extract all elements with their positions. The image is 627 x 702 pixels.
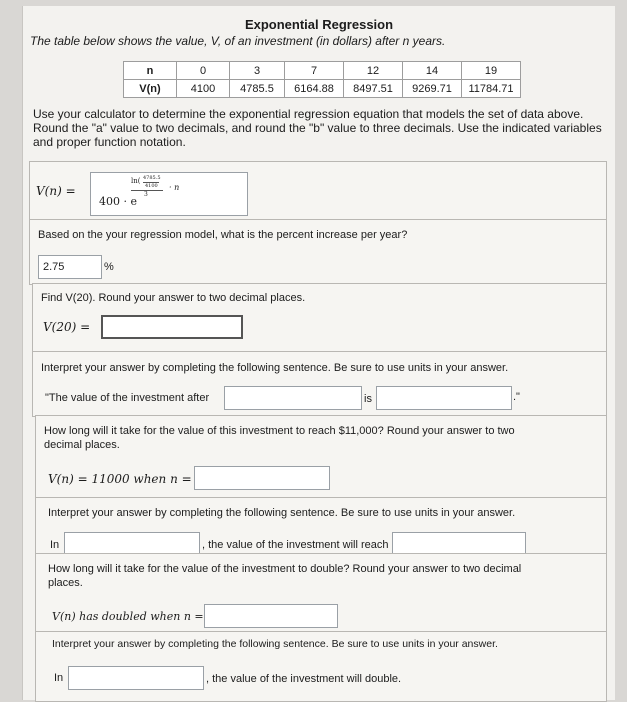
table-cell: 4785.5: [230, 80, 285, 98]
table-cell: 9269.71: [403, 80, 462, 98]
table-cell: 0: [177, 62, 230, 80]
equation-exp-den-inner: 4100: [145, 183, 158, 189]
equation-exp-den: 3: [144, 191, 148, 198]
double-lhs: V(n) has doubled when n =: [52, 610, 204, 623]
double-section: [35, 553, 607, 633]
reach-11000-input[interactable]: [194, 466, 330, 490]
equation-exp-var: · n: [169, 183, 180, 192]
percent-input[interactable]: [38, 255, 102, 279]
percent-section: [29, 219, 607, 285]
percent-prompt: Based on the your regression model, what is the percent increase per year?: [38, 229, 408, 241]
table-cell: 6164.88: [285, 80, 344, 98]
table-cell: 11784.71: [462, 80, 521, 98]
equation-answer-field[interactable]: [90, 172, 248, 216]
interpret-v20-prompt: Interpret your answer by completing the following sentence. Be sure to use units in your answer.: [41, 362, 509, 374]
interpret-v20-part2: is: [364, 393, 372, 405]
interpret-11000-prompt: Interpret your answer by completing the following sentence. Be sure to use units in your answer.: [48, 507, 516, 519]
v20-section: [32, 283, 607, 353]
double-input[interactable]: [204, 604, 338, 628]
interpret-v20-part3: .": [513, 391, 520, 403]
table-cell: 4100: [177, 80, 230, 98]
equation-exp-ln: ln(: [131, 177, 141, 185]
interpret-years-input[interactable]: [224, 386, 362, 410]
interpret-value-input[interactable]: [376, 386, 512, 410]
v20-prompt: Find V(20). Round your answer to two decimal places.: [41, 292, 306, 304]
v20-lhs: V(20) =: [43, 320, 91, 334]
equation-lhs: V(n) =: [36, 184, 76, 198]
row-label-v: V(n): [124, 80, 177, 98]
interpret-11000-part2: , the value of the investment will reach: [202, 539, 389, 551]
table-row: [124, 62, 521, 80]
double-prompt: How long will it take for the value of the investment to double? Round your answer to two decimal places.: [48, 563, 522, 589]
interpret-double-years-input[interactable]: [68, 666, 204, 690]
equation-exp-num: 4785.5: [143, 175, 161, 181]
interpret-double-part2: , the value of the investment will double.: [206, 673, 402, 685]
table-row: [124, 80, 521, 98]
table-cell: 3: [230, 62, 285, 80]
reach-11000-prompt: How long will it take for the value of this investment to reach $11,000? Round your answer to two decimal places.: [44, 425, 515, 451]
interpret-11000-part1: In: [50, 539, 60, 551]
reach-11000-lhs: V(n) = 11000 when n =: [48, 472, 192, 486]
instructions-text: Use your calculator to determine the exponential regression equation that models the set of data above. Round the "a" value to two decimals, and round the "b" value to three decimals. Use the indicated variables and proper function notation.: [33, 107, 602, 149]
equation-section: [29, 161, 607, 221]
interpret-double-section: [35, 631, 607, 702]
interpret-v20-part1: "The value of the investment after: [45, 392, 210, 404]
table-cell: 8497.51: [344, 80, 403, 98]
table-cell: 19: [462, 62, 521, 80]
reach-11000-section: [35, 415, 607, 499]
percent-value: 2.75: [43, 261, 65, 273]
v20-input[interactable]: [101, 315, 243, 339]
interpret-v20-section: [32, 351, 607, 417]
worksheet: [22, 6, 615, 700]
page-title: Exponential Regression: [244, 17, 394, 32]
interpret-11000-section: [35, 497, 607, 555]
equation-base: 400 · e: [99, 195, 137, 208]
data-table: [123, 61, 521, 98]
table-cell: 14: [403, 62, 462, 80]
row-label-n: n: [124, 62, 177, 80]
table-cell: 7: [285, 62, 344, 80]
percent-unit: %: [104, 261, 114, 273]
intro-text: The table below shows the value, V, of an investment (in dollars) after n years.: [30, 34, 446, 48]
table-cell: 12: [344, 62, 403, 80]
interpret-double-part1: In: [54, 672, 64, 684]
interpret-double-prompt: Interpret your answer by completing the following sentence. Be sure to use units in your answer.: [52, 638, 498, 650]
